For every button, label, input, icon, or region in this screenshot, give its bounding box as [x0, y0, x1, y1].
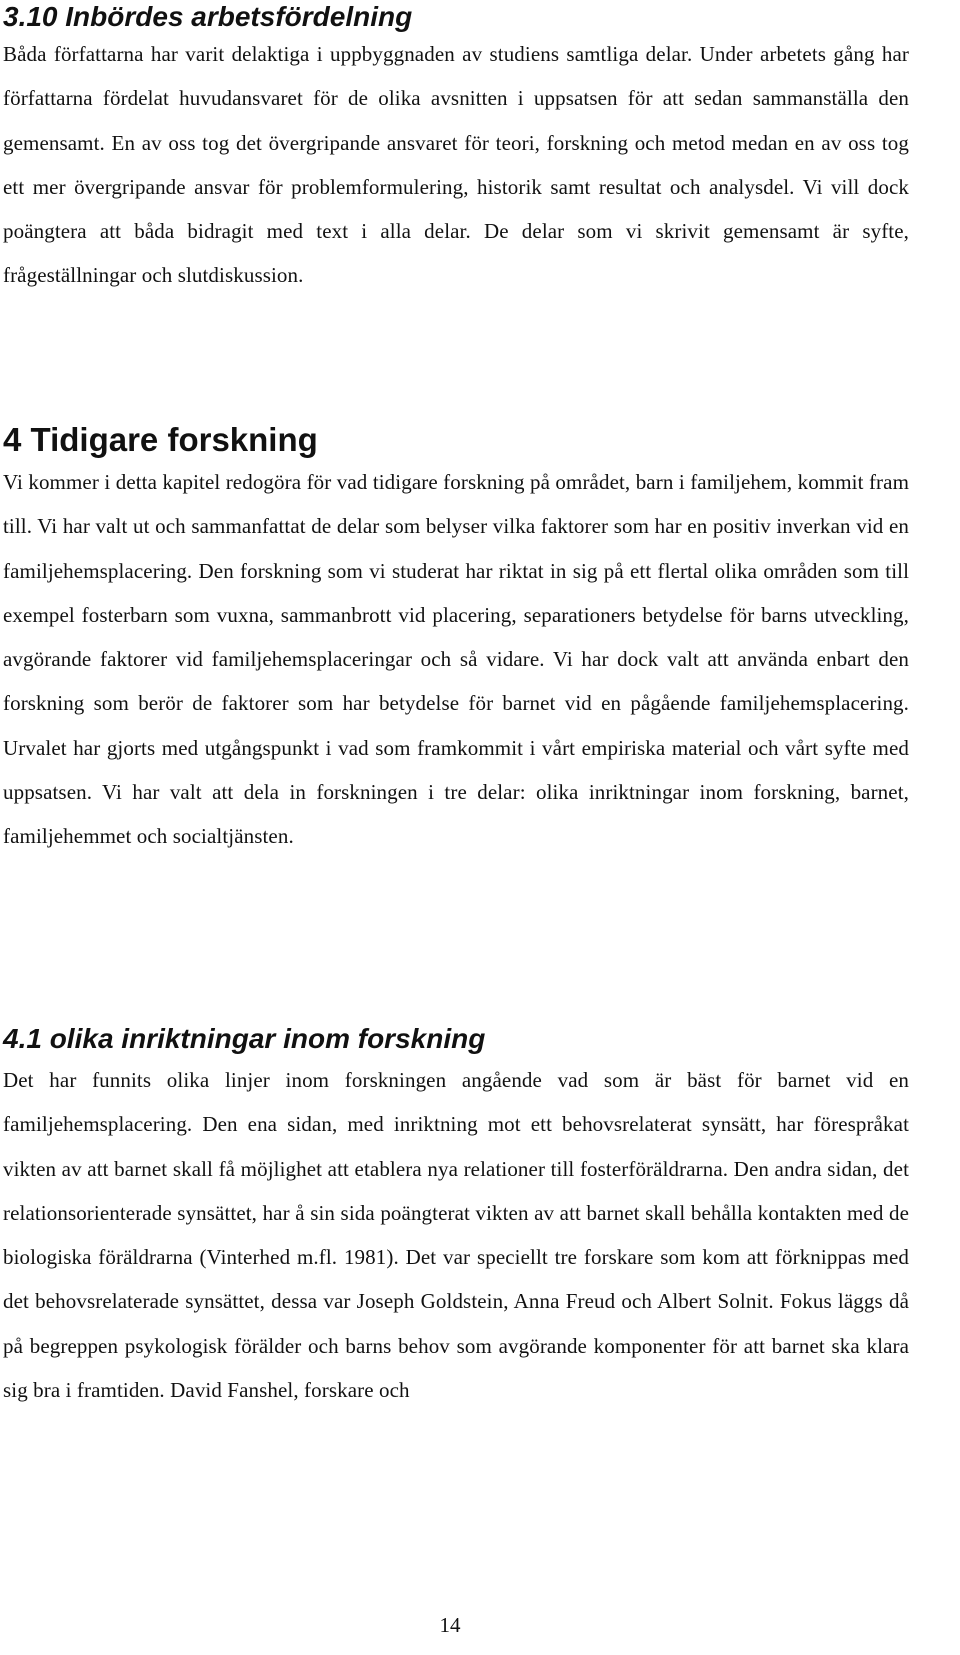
section-paragraph-4: Vi kommer i detta kapitel redogöra för vad tidigare forskning på området, barn i familjehem, kommit fram till. Vi har valt ut och sammanfattat de delar som belyser vilka faktorer som har en positiv inverkan vid en familjehemsplacering. Den forskning som vi studerat har riktat in sig på ett flertal olika områden som till exempel fosterbarn som vuxna, sammanbrott vid placering, separationers betydelse för barns utveckling, avgörande faktorer vid familjehemsplaceringar och så vidare. Vi har dock valt att använda enbart den forskning som berör de faktorer som har betydelse för barnet vid en pågående familjehemsplacering. Urvalet har gjorts med utgångspunkt i vad som framkommit i vårt empiriska material och vårt syfte med uppsatsen. Vi har valt att dela in forskningen i tre delar: olika inriktningar inom forskning, barnet, familjehemmet och socialtjänsten. [3, 470, 909, 849]
section-heading-4-1: 4.1 olika inriktningar inom forskning [3, 1023, 486, 1054]
section-heading-3-10: 3.10 Inbördes arbetsfördelning [3, 1, 413, 32]
section-heading-4: 4 Tidigare forskning [3, 421, 318, 458]
section-paragraph-4-1: Det har funnits olika linjer inom forskningen angående vad som är bäst för barnet vid en familjehemsplacering. Den ena sidan, med inriktning mot ett behovsrelaterat synsätt, har förespråkat vikten av att barnet skall få möjlighet att etablera nya relationer till fosterföräldrarna. Den andra sidan, det relationsorienterade synsättet, har å sin sida poängterat vikten av att barnet skall behålla kontakten med de biologiska föräldrarna (Vinterhed m.fl. 1981). Det var speciellt tre forskare som kom att förknippas med det behovsrelaterade synsättet, dessa var Joseph Goldstein, Anna Freud och Albert Solnit. Fokus läggs då på begreppen psykologisk förälder och barns behov som avgörande komponenter för att barnet ska klara sig bra i framtiden. David Fanshel, forskare och [3, 1068, 909, 1403]
page-number: 14 [439, 1613, 461, 1637]
section-paragraph-3-10: Båda författarna har varit delaktiga i uppbyggnaden av studiens samtliga delar. Under arbetets gång har författarna fördelat huvudansvaret för de olika avsnitten i uppsatsen för att sedan sammanställa den gemensamt. En av oss tog det övergripande ansvaret för teori, forskning och metod medan en av oss tog ett mer övergripande ansvar för problemformulering, historik samt resultat och analysdel. Vi vill dock poängtera att båda bidragit med text i alla delar. De delar som vi skrivit gemensamt är syfte, frågeställningar och slutdiskussion. [3, 42, 909, 288]
